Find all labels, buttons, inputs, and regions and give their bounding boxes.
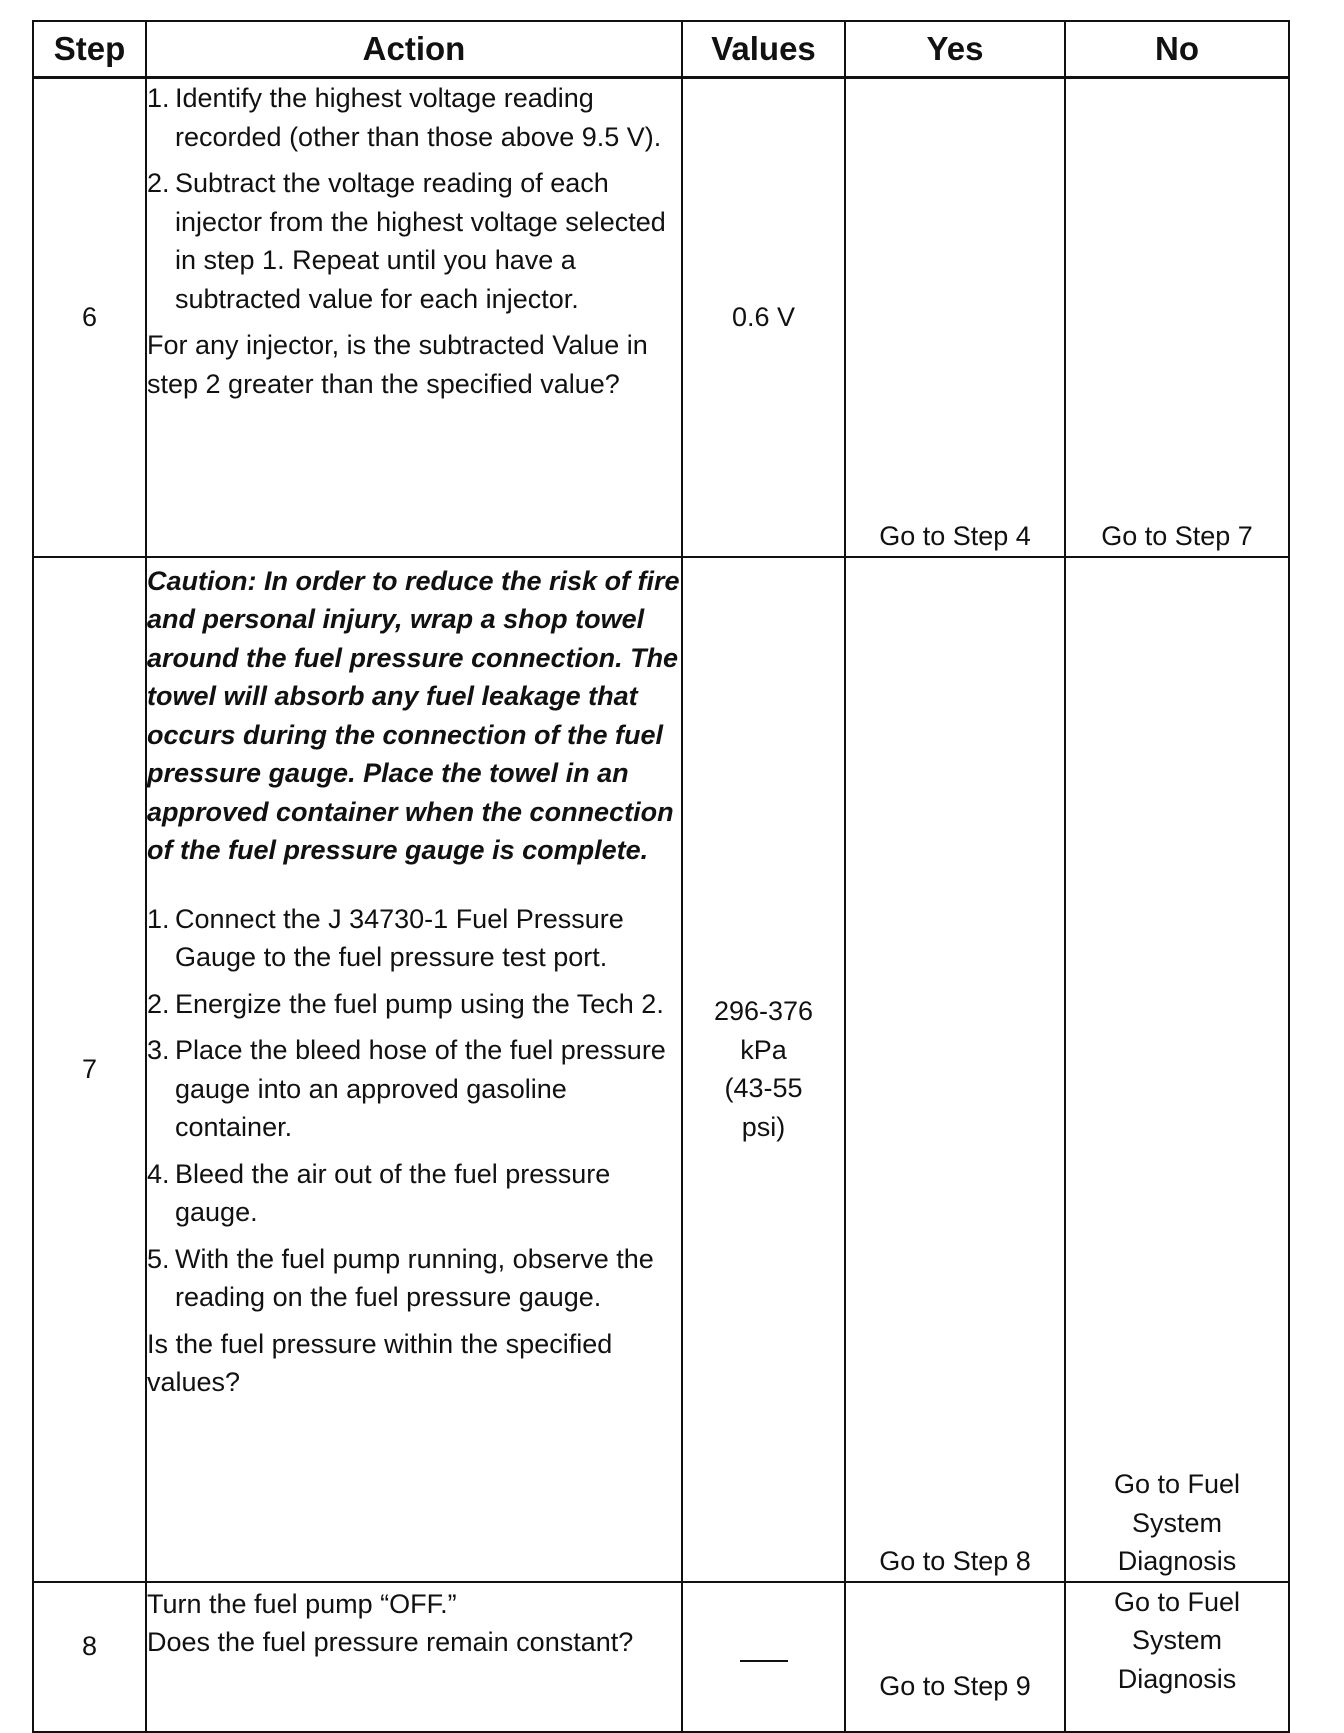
diagnostic-table (32, 20, 1290, 1733)
action-steps (147, 79, 681, 318)
action-steps (147, 900, 681, 1317)
no-cell (1065, 1582, 1289, 1732)
table-row-step-7 (33, 557, 1289, 1582)
action-cell (146, 1582, 682, 1732)
list-item (147, 1155, 681, 1232)
step-number: 6 (33, 78, 146, 557)
action-cell (146, 557, 682, 1582)
list-number: 2. (147, 168, 170, 198)
list-item (147, 1031, 681, 1147)
col-header-values: Values (682, 21, 845, 78)
list-text: Bleed the air out of the fuel pressure gauge. (175, 1158, 611, 1227)
value-line: (43-55 (724, 1073, 803, 1103)
empty-value-dash (740, 1660, 788, 1662)
list-number: 1. (147, 903, 170, 934)
no-cell (1065, 557, 1289, 1582)
col-header-step: Step (33, 21, 146, 78)
value-line: psi) (741, 1111, 786, 1142)
value-line: kPa (740, 1034, 787, 1065)
yes-cell: Go to Step 4 (845, 78, 1065, 557)
no-cell: Go to Step 7 (1065, 78, 1289, 557)
header-row (33, 21, 1289, 78)
list-item (147, 985, 681, 1024)
list-number: 5. (147, 1243, 170, 1274)
list-item (147, 900, 681, 977)
action-line: Does the fuel pressure remain constant? (147, 1627, 634, 1657)
list-item (147, 1240, 681, 1317)
no-line: Go to Fuel (1113, 1469, 1241, 1499)
action-question: Is the fuel pressure within the specified values? (147, 1328, 613, 1397)
no-line: System (1131, 1507, 1223, 1538)
list-number: 2. (147, 988, 170, 1019)
no-line: Diagnosis (1117, 1546, 1237, 1576)
action-question: For any injector, is the subtracted Value in step 2 greater than the specified value? (147, 330, 648, 399)
no-line: System (1131, 1625, 1223, 1655)
yes-cell: Go to Step 8 (845, 557, 1065, 1582)
action-cell (146, 78, 682, 557)
no-line: Diagnosis (1117, 1663, 1237, 1694)
list-text: Place the bleed hose of the fuel pressure gauge into an approved gasoline container. (175, 1035, 666, 1142)
value-cell: 0.6 V (682, 78, 845, 557)
value-line: 296-376 (713, 996, 814, 1026)
list-text: Identify the highest voltage reading recorded (other than those above 9.5 V). (175, 83, 662, 152)
col-header-action: Action (146, 21, 682, 78)
list-number: 4. (147, 1158, 170, 1189)
step-number: 7 (33, 557, 146, 1582)
list-item (147, 79, 681, 156)
list-text: Subtract the voltage reading of each injector from the highest voltage selected in step 1. Repeat until you have a subtracted value for each injector. (175, 168, 666, 314)
step-number: 8 (33, 1582, 146, 1732)
caution-note: Caution: In order to reduce the risk of fire and personal injury, wrap a shop towel around the fuel pressure connection. The towel will absorb any fuel leakage that occurs during the connection of the fuel pressure gauge. Place the towel in an approved container when the connection of the fuel pressure gauge is complete. (147, 565, 680, 865)
table-row-step-6 (33, 78, 1289, 557)
table-row-step-8 (33, 1582, 1289, 1732)
col-header-no: No (1065, 21, 1289, 78)
list-item (147, 164, 681, 318)
list-text: Energize the fuel pump using the Tech 2. (175, 988, 664, 1019)
col-header-yes: Yes (845, 21, 1065, 78)
action-line: Turn the fuel pump “OFF.” (147, 1588, 457, 1619)
value-cell (682, 1582, 845, 1732)
no-line: Go to Fuel (1113, 1586, 1241, 1617)
yes-cell: Go to Step 9 (845, 1582, 1065, 1732)
list-number: 1. (147, 83, 170, 113)
list-text: With the fuel pump running, observe the reading on the fuel pressure gauge. (175, 1243, 654, 1312)
value-cell (682, 557, 845, 1582)
list-text: Connect the J 34730-1 Fuel Pressure Gauge to the fuel pressure test port. (175, 903, 624, 972)
list-number: 3. (147, 1035, 170, 1065)
